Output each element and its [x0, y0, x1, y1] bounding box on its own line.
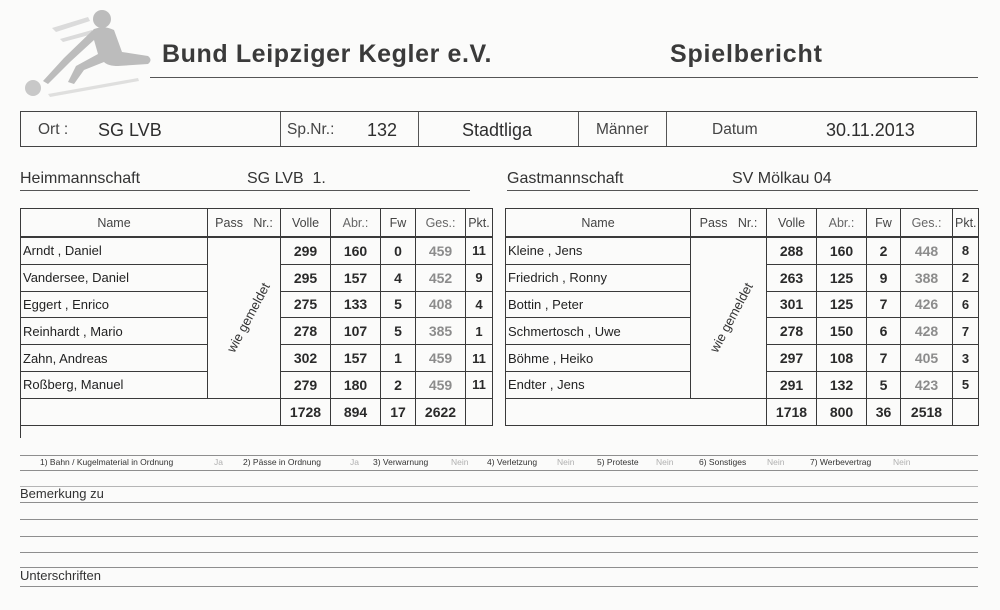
player-volle: 288: [767, 237, 817, 264]
checklist-row: [0, 457, 1000, 469]
check-label: 1) Bahn / Kugelmaterial in Ordnung: [40, 457, 174, 467]
player-abr: 125: [817, 264, 867, 291]
player-abr: 157: [331, 264, 381, 291]
column-header-abr: Abr.:: [331, 209, 381, 238]
form-rule: [20, 502, 978, 503]
player-name: Schmertosch , Uwe: [506, 318, 691, 345]
player-fw: 0: [381, 237, 416, 264]
bemerkung-label: Bemerkung zu: [20, 486, 104, 501]
document-title: Spielbericht: [670, 40, 823, 68]
info-divider: [418, 112, 419, 146]
form-rule: [20, 586, 978, 587]
player-ges: 408: [416, 291, 466, 318]
column-header-name: Name: [506, 209, 691, 238]
player-ges: 459: [416, 371, 466, 398]
check-label: 4) Verletzung: [487, 457, 538, 467]
home-team-label: Heimmannschaft: [20, 170, 141, 187]
home-table-body: [21, 237, 493, 425]
form-rule: [20, 519, 978, 520]
form-rule: [20, 536, 978, 537]
player-name: Eggert , Enrico: [21, 291, 208, 318]
player-name: Endter , Jens: [506, 371, 691, 398]
player-ges: 405: [901, 345, 953, 372]
player-name: Böhme , Heiko: [506, 345, 691, 372]
column-header-volle: Volle: [281, 209, 331, 238]
unterschriften-label: Unterschriften: [20, 568, 101, 583]
player-volle: 295: [281, 264, 331, 291]
player-name: Roßberg, Manuel: [21, 371, 208, 398]
player-abr: 150: [817, 318, 867, 345]
player-abr: 133: [331, 291, 381, 318]
player-abr: 125: [817, 291, 867, 318]
away-table-body: [506, 237, 979, 425]
total-volle: 1718: [767, 398, 817, 425]
player-row: [506, 237, 979, 264]
check-value: Nein: [767, 457, 785, 467]
total-abr: 800: [817, 398, 867, 425]
home-score-table: [20, 208, 493, 426]
pass-note: wie gemeldet: [706, 280, 756, 355]
check-label: 2) Pässe in Ordnung: [243, 457, 321, 467]
total-pkt-cell: [466, 398, 493, 425]
player-pkt: 3: [953, 345, 979, 372]
player-name: Kleine , Jens: [506, 237, 691, 264]
player-pkt: 5: [953, 371, 979, 398]
total-pkt-cell: [953, 398, 979, 425]
column-header-abr: Abr.:: [817, 209, 867, 238]
player-volle: 279: [281, 371, 331, 398]
player-abr: 160: [331, 237, 381, 264]
info-divider: [578, 112, 579, 146]
table-border-stub: [20, 422, 21, 438]
player-pkt: 9: [466, 264, 493, 291]
player-volle: 299: [281, 237, 331, 264]
logo-head: [93, 10, 111, 28]
player-volle: 278: [281, 318, 331, 345]
player-pkt: 4: [466, 291, 493, 318]
column-header-ges: Ges.:: [416, 209, 466, 238]
player-abr: 160: [817, 237, 867, 264]
player-name: Bottin , Peter: [506, 291, 691, 318]
home-team-rule: [20, 190, 470, 191]
player-ges: 385: [416, 318, 466, 345]
form-rule: [20, 455, 978, 456]
player-abr: 157: [331, 345, 381, 372]
player-volle: 301: [767, 291, 817, 318]
total-ges: 2518: [901, 398, 953, 425]
player-ges: 388: [901, 264, 953, 291]
pass-number-cell: [691, 237, 767, 398]
player-volle: 291: [767, 371, 817, 398]
player-fw: 4: [381, 264, 416, 291]
player-fw: 7: [867, 345, 901, 372]
player-ges: 459: [416, 345, 466, 372]
total-abr: 894: [331, 398, 381, 425]
away-table-header: [506, 209, 979, 238]
check-label: 5) Proteste: [597, 457, 639, 467]
check-label: 6) Sonstiges: [699, 457, 747, 467]
column-header-name: Name: [21, 209, 208, 238]
column-header-pkt: Pkt.: [953, 209, 979, 238]
ort-label: Ort :: [38, 121, 69, 138]
title-rule: [150, 77, 978, 78]
player-fw: 5: [381, 318, 416, 345]
totals-row: [506, 398, 979, 425]
column-header-volle: Volle: [767, 209, 817, 238]
player-name: Reinhardt , Mario: [21, 318, 208, 345]
total-volle: 1728: [281, 398, 331, 425]
check-label: 7) Werbevertrag: [810, 457, 872, 467]
player-name: Arndt , Daniel: [21, 237, 208, 264]
away-team-label: Gastmannschaft: [507, 170, 624, 187]
total-ges: 2622: [416, 398, 466, 425]
player-pkt: 11: [466, 371, 493, 398]
player-pkt: 8: [953, 237, 979, 264]
ort-value: SG LVB: [98, 120, 162, 140]
totals-blank-cell: [506, 398, 767, 425]
home-team-name: SG LVB 1.: [247, 170, 326, 187]
player-ges: 448: [901, 237, 953, 264]
away-team-name: SV Mölkau 04: [732, 170, 832, 187]
totals-row: [21, 398, 493, 425]
column-header-fw: Fw: [381, 209, 416, 238]
player-ges: 428: [901, 318, 953, 345]
player-volle: 297: [767, 345, 817, 372]
player-fw: 7: [867, 291, 901, 318]
form-rule: [20, 486, 978, 487]
pass-number-cell: [208, 237, 281, 398]
check-value: Ja: [350, 457, 359, 467]
info-divider: [280, 112, 281, 146]
player-fw: 9: [867, 264, 901, 291]
player-name: Friedrich , Ronny: [506, 264, 691, 291]
check-label: 3) Verwarnung: [373, 457, 429, 467]
spnr-label: Sp.Nr.:: [287, 121, 335, 138]
player-volle: 275: [281, 291, 331, 318]
check-value: Nein: [451, 457, 469, 467]
player-volle: 278: [767, 318, 817, 345]
logo-bowler-figure: [43, 27, 151, 84]
logo-ground-streak: [48, 78, 139, 97]
totals-blank-cell: [21, 398, 281, 425]
player-fw: 5: [867, 371, 901, 398]
player-abr: 132: [817, 371, 867, 398]
away-team-rule: [507, 190, 978, 191]
info-divider: [666, 112, 667, 146]
header-row: [506, 209, 979, 238]
player-fw: 5: [381, 291, 416, 318]
column-header-fw: Fw: [867, 209, 901, 238]
player-abr: 180: [331, 371, 381, 398]
player-ges: 459: [416, 237, 466, 264]
home-table-header: [21, 209, 493, 238]
match-info-box: [20, 111, 977, 147]
column-header-ges: Ges.:: [901, 209, 953, 238]
datum-label: Datum: [712, 121, 758, 138]
player-abr: 108: [817, 345, 867, 372]
total-fw: 17: [381, 398, 416, 425]
player-fw: 1: [381, 345, 416, 372]
player-row: [21, 237, 493, 264]
check-value: Ja: [214, 457, 223, 467]
spnr-value: 132: [367, 120, 398, 140]
player-abr: 107: [331, 318, 381, 345]
player-ges: 452: [416, 264, 466, 291]
player-pkt: 1: [466, 318, 493, 345]
league-value: Stadtliga: [462, 120, 533, 140]
player-name: Zahn, Andreas: [21, 345, 208, 372]
player-volle: 302: [281, 345, 331, 372]
bowler-logo: [18, 4, 153, 100]
player-pkt: 2: [953, 264, 979, 291]
player-ges: 426: [901, 291, 953, 318]
player-fw: 6: [867, 318, 901, 345]
logo-ball: [25, 80, 41, 96]
player-volle: 263: [767, 264, 817, 291]
form-rule: [20, 470, 978, 471]
column-header-pass: Pass Nr.:: [691, 209, 767, 238]
check-value: Nein: [893, 457, 911, 467]
category-value: Männer: [596, 121, 649, 138]
datum-value: 30.11.2013: [826, 120, 915, 140]
player-pkt: 6: [953, 291, 979, 318]
column-header-pass: Pass Nr.:: [208, 209, 281, 238]
player-fw: 2: [867, 237, 901, 264]
column-header-pkt: Pkt.: [466, 209, 493, 238]
player-ges: 423: [901, 371, 953, 398]
total-fw: 36: [867, 398, 901, 425]
check-value: Nein: [656, 457, 674, 467]
player-pkt: 11: [466, 237, 493, 264]
organization-title: Bund Leipziger Kegler e.V.: [162, 40, 493, 68]
pass-note: wie gemeldet: [223, 280, 273, 355]
away-score-table: [505, 208, 979, 426]
form-rule: [20, 567, 978, 568]
check-value: Nein: [557, 457, 575, 467]
form-rule: [20, 552, 978, 553]
player-fw: 2: [381, 371, 416, 398]
player-name: Vandersee, Daniel: [21, 264, 208, 291]
header-row: [21, 209, 493, 238]
player-pkt: 7: [953, 318, 979, 345]
player-pkt: 11: [466, 345, 493, 372]
